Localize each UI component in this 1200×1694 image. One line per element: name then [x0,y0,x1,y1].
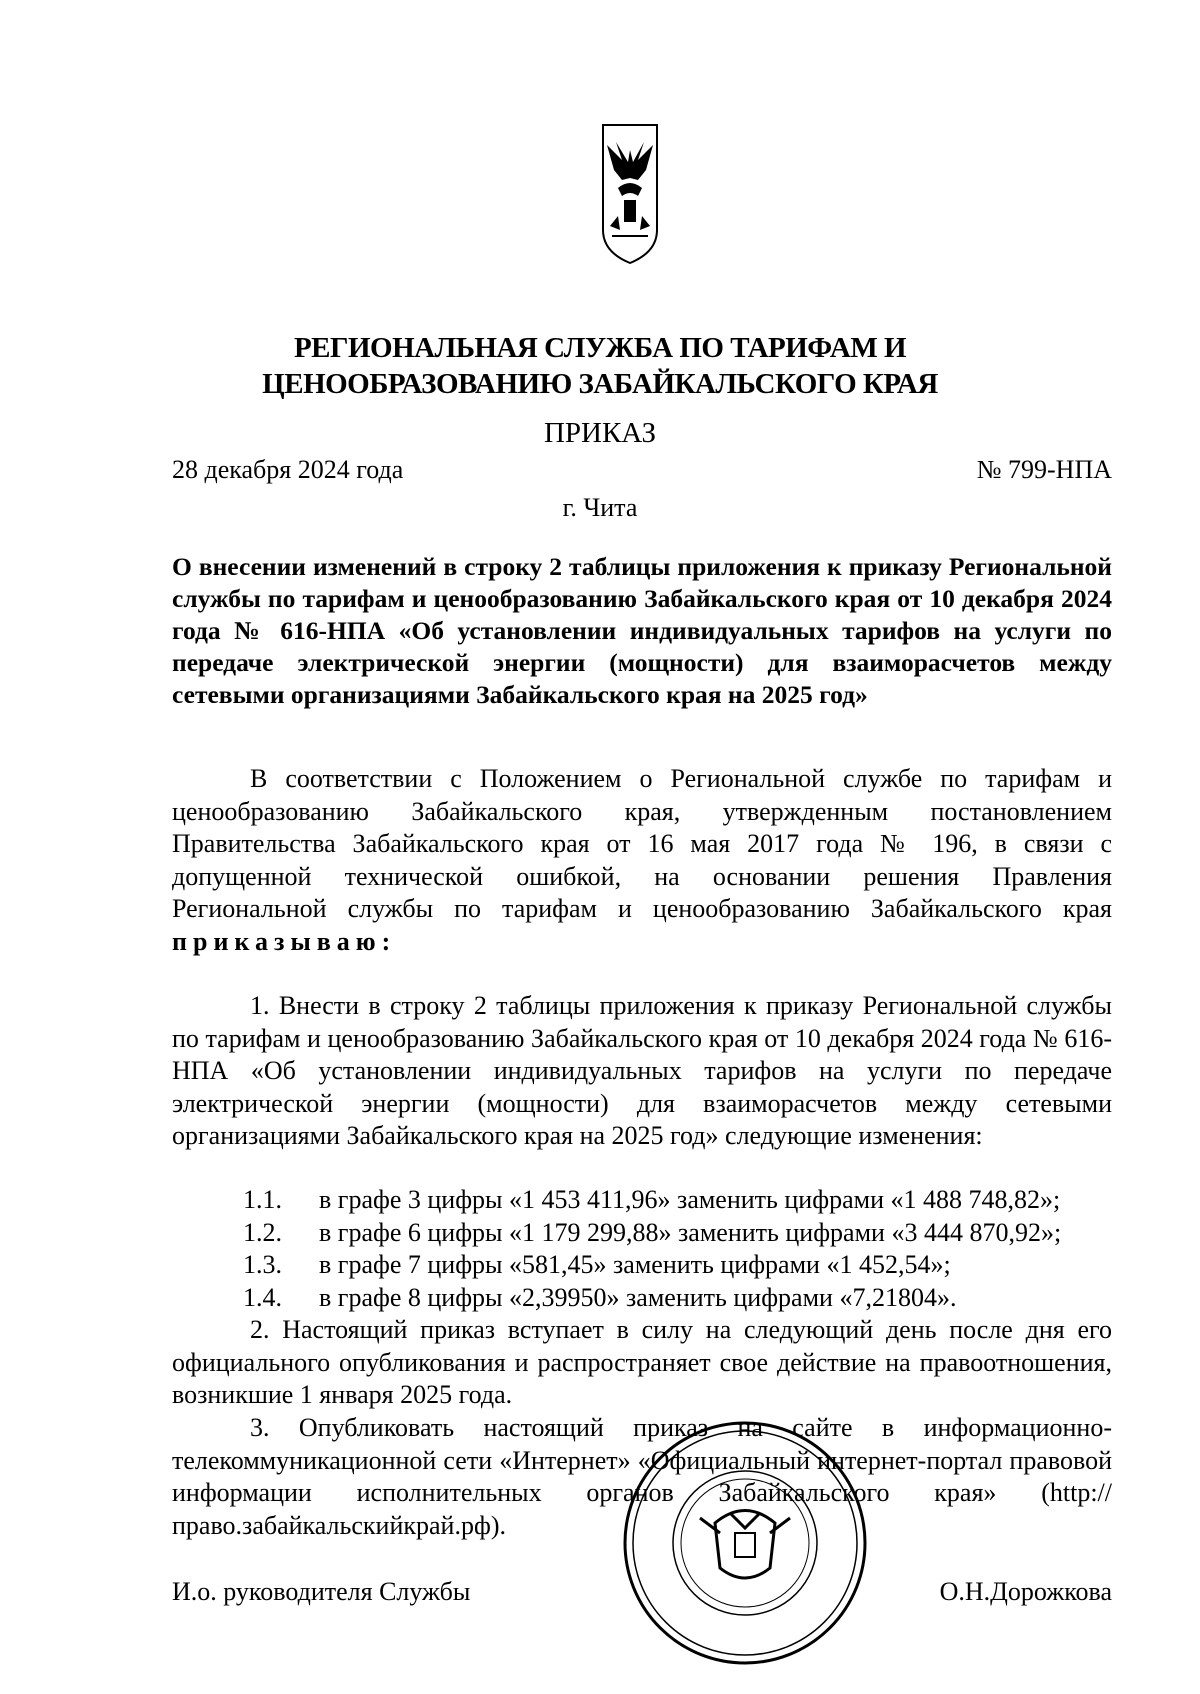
list-item [243,1184,1061,1217]
sub-item-number: 1.3. [243,1250,282,1279]
list-item [243,1282,1061,1315]
document-city: г. Чита [562,493,638,522]
signatory-position: И.о. руководителя Службы [172,1577,471,1606]
preamble-text: В соответствии с Положением о Региональной службе по тарифам и ценообразованию Забайкальского края, утвержденным постановлением Правительства Забайкальского края от 16 мая 2017 года № 196, в связи с допущенной технической ошибкой, на основании решения Правления Региональной службы по тарифам и ценообразованию Забайкальского края [172,764,1112,923]
sub-item-number: 1.4. [243,1282,282,1312]
document-date: 28 декабря 2024 года [172,455,404,484]
sub-item-text: в графе 3 цифры «1 453 411,96» заменить цифрами «1 488 748,82»; [319,1185,1061,1214]
document-heading: О внесении изменений в строку 2 таблицы приложения к приказу Региональной службы по тарифам и ценообразованию Забайкальского края от 10 декабря 2024 года № 616-НПА «Об установлении индивидуальных тарифов на услуги по передаче электрической энергии (мощности) для взаиморасчетов между сетевыми организациями Забайкальского края на 2025 год» [172,552,1112,709]
sub-item-text: в графе 6 цифры «1 179 299,88» заменить цифрами «3 444 870,92»; [319,1217,1062,1247]
item-3: 3. Опубликовать настоящий приказ на сайте в информационно-телекоммуникационной сети «Интернет» «Официальный интернет-портал правовой информации исполнительных органов Забайкальского края» (http://право.забайкальскийкрай.рф). [172,1413,1112,1540]
preamble [172,763,1112,958]
sub-item-text: в графе 7 цифры «581,45» заменить цифрами «1 452,54»; [319,1250,951,1279]
list-item [243,1217,1061,1250]
official-stamp-icon [620,1418,870,1668]
sub-item-number: 1.1. [243,1185,282,1214]
order-word: приказываю: [172,926,397,956]
agency-title-line2: ЦЕНООБРАЗОВАНИЮ ЗАБАЙКАЛЬСКОГО КРАЯ [262,368,938,400]
sub-item-number: 1.2. [243,1217,282,1247]
item-2: 2. Настоящий приказ вступает в силу на следующий день после дня его официального опубликования и распространяет свое действие на правоотношения, возникшие 1 января 2025 года. [172,1315,1112,1409]
document-number: № 799-НПА [976,455,1112,484]
sub-item-text: в графе 8 цифры «2,39950» заменить цифрами «7,21804». [319,1282,957,1312]
document-type: ПРИКАЗ [543,417,657,449]
list-item [243,1249,1061,1282]
coat-of-arms-icon [600,120,660,265]
agency-title-line1: РЕГИОНАЛЬНАЯ СЛУЖБА ПО ТАРИФАМ И [293,332,907,364]
sub-items-list [243,1184,1061,1314]
item-1: 1. Внести в строку 2 таблицы приложения к приказу Региональной службы по тарифам и ценообразованию Забайкальского края от 10 декабря 2024 года № 616-НПА «Об установлении индивидуальных тарифов на услуги по передаче электрической энергии (мощности) для взаиморасчетов между сетевыми организациями Забайкальского края на 2025 год» следующие изменения: [172,991,1112,1150]
signatory-name: О.Н.Дорожкова [939,1577,1112,1606]
